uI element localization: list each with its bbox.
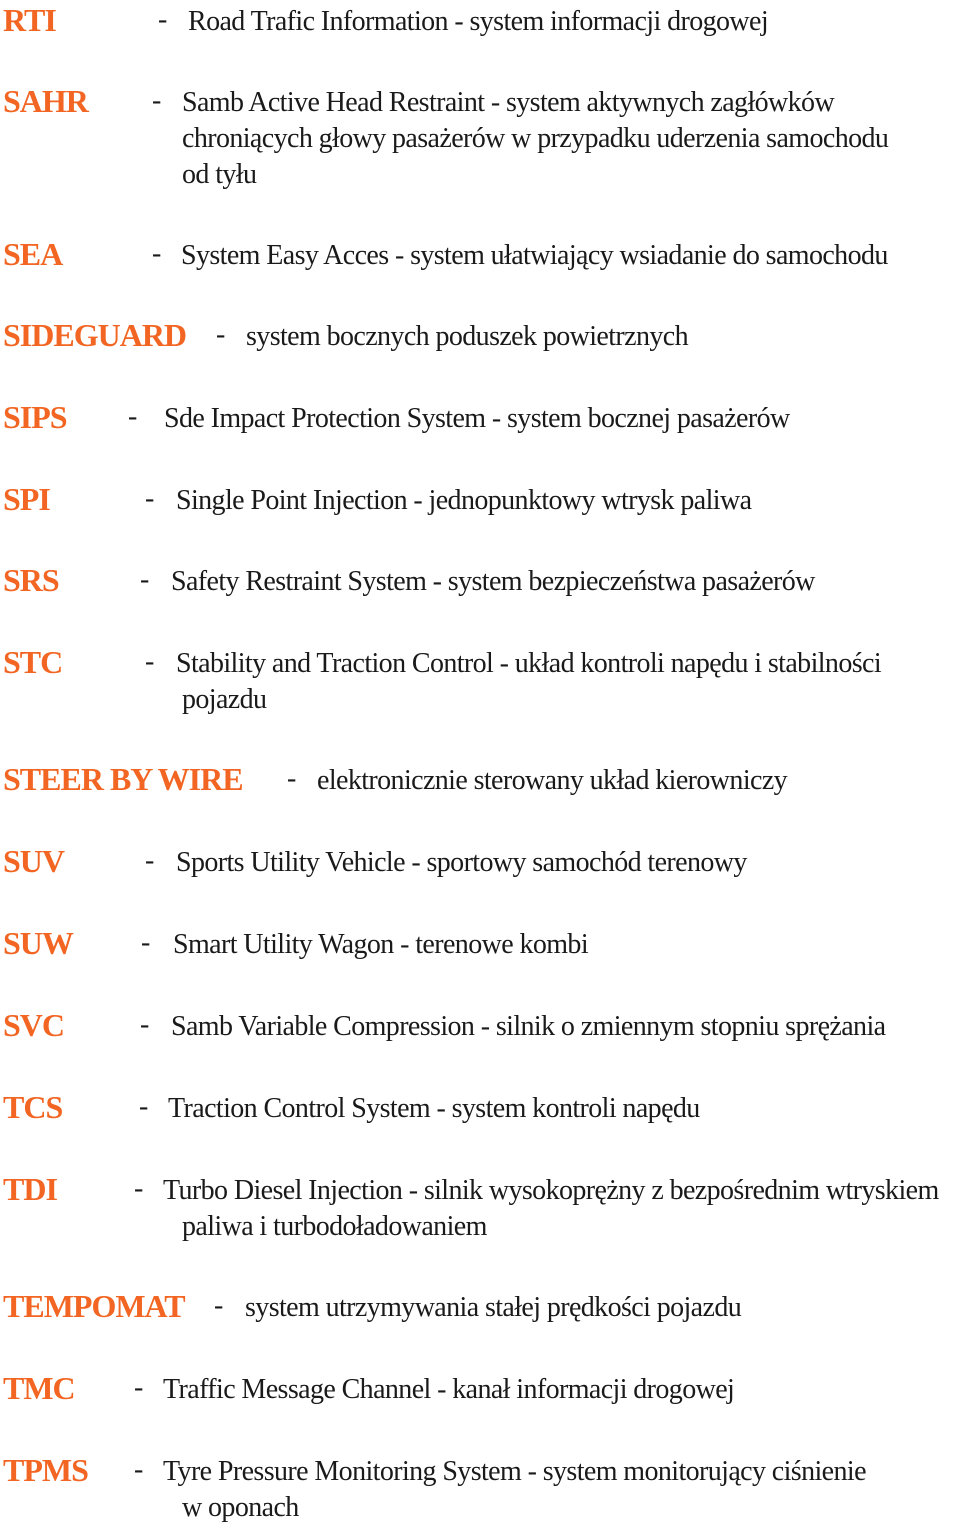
definition: Samb Active Head Restraint - system aktywnych zagłówków (182, 87, 835, 118)
dash: - (145, 483, 155, 514)
definition-line-2: w oponach (182, 1492, 299, 1523)
definition: elektronicznie sterowany układ kierowniczy (317, 765, 788, 796)
abbreviation: SIPS (3, 399, 67, 435)
dash: - (140, 564, 150, 595)
dash: - (158, 4, 168, 35)
definition: system utrzymywania stałej prędkości pojazdu (245, 1292, 742, 1323)
abbreviation: RTI (3, 2, 56, 38)
abbreviation: TMC (3, 1370, 75, 1406)
dash: - (152, 85, 162, 116)
abbreviation: SIDEGUARD (3, 317, 187, 353)
definition: Single Point Injection - jednopunktowy wtrysk paliwa (176, 485, 752, 516)
dash: - (139, 1091, 149, 1122)
dash: - (134, 1454, 144, 1485)
definition: Stability and Traction Control - układ kontroli napędu i stabilności (176, 648, 882, 679)
abbreviation: SUV (3, 843, 65, 879)
definition: Traffic Message Channel - kanał informacji drogowej (163, 1374, 735, 1405)
abbreviation: STEER BY WIRE (3, 761, 243, 797)
abbreviation: TCS (3, 1089, 63, 1125)
dash: - (141, 927, 151, 958)
abbreviation: TDI (3, 1171, 57, 1207)
abbreviation: SAHR (3, 83, 88, 119)
dash: - (134, 1372, 144, 1403)
definition-line-2: chroniących głowy pasażerów w przypadku uderzenia samochodu (182, 123, 889, 154)
dash: - (134, 1173, 144, 1204)
definition: Road Trafic Information - system informacji drogowej (188, 6, 769, 37)
abbreviation: TPMS (3, 1452, 88, 1488)
definition-line-2: paliwa i turbodoładowaniem (182, 1211, 487, 1242)
dash: - (216, 319, 226, 350)
abbreviation: TEMPOMAT (3, 1288, 185, 1324)
dash: - (287, 763, 297, 794)
abbreviation: SUW (3, 925, 73, 961)
definition: System Easy Acces - system ułatwiający wsiadanie do samochodu (181, 240, 888, 271)
definition: Tyre Pressure Monitoring System - system monitorujący ciśnienie (163, 1456, 866, 1487)
definition: Safety Restraint System - system bezpieczeństwa pasażerów (171, 566, 815, 597)
definition: Samb Variable Compression - silnik o zmiennym stopniu sprężania (171, 1011, 886, 1042)
dash: - (145, 646, 155, 677)
definition-line-3: od tyłu (182, 159, 257, 190)
dash: - (128, 401, 138, 432)
abbreviation: SPI (3, 481, 50, 517)
abbreviation: SVC (3, 1007, 65, 1043)
definition: Sports Utility Vehicle - sportowy samochód terenowy (176, 847, 747, 878)
abbreviation: SEA (3, 236, 63, 272)
dash: - (152, 238, 162, 269)
dash: - (214, 1290, 224, 1321)
definition-line-2: pojazdu (182, 684, 267, 715)
definition: Traction Control System - system kontroli napędu (168, 1093, 700, 1124)
definition: Turbo Diesel Injection - silnik wysokoprężny z bezpośrednim wtryskiem (163, 1175, 939, 1206)
abbreviation: STC (3, 644, 63, 680)
dash: - (145, 845, 155, 876)
definition: Smart Utility Wagon - terenowe kombi (173, 929, 588, 960)
dash: - (140, 1009, 150, 1040)
abbreviation: SRS (3, 562, 59, 598)
definition: system bocznych poduszek powietrznych (246, 321, 689, 352)
definition: Sde Impact Protection System - system bocznej pasażerów (164, 403, 790, 434)
